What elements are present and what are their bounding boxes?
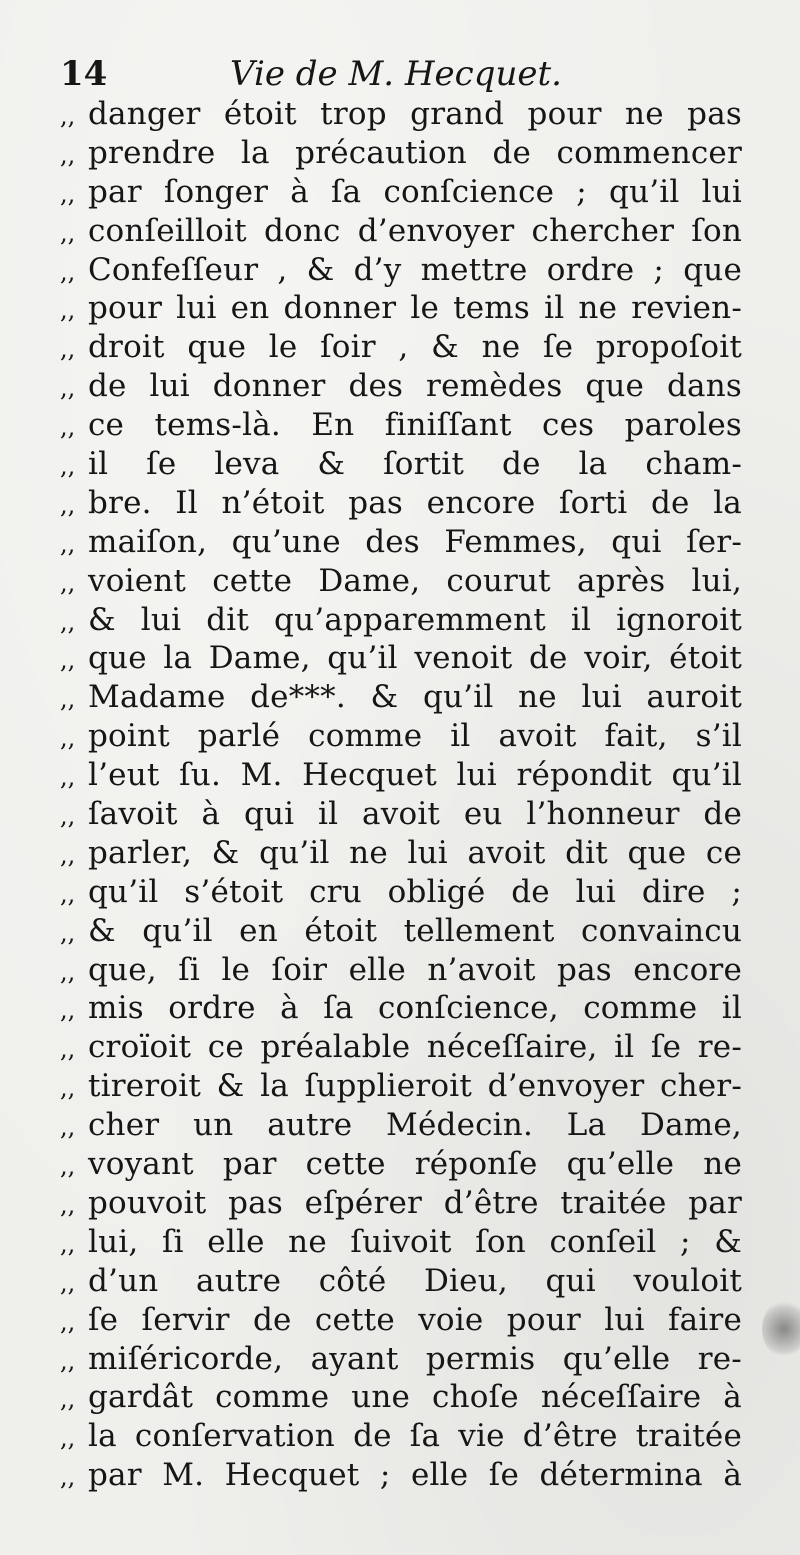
line-text: parler, & qu’il ne lui avoit dit que ce — [88, 834, 742, 871]
quote-marker: ,, — [60, 140, 76, 169]
line-text: mis ordre à ſa conſcience, comme il — [88, 990, 742, 1027]
line-text: il ſe leva & ſortit de la cham- — [88, 446, 742, 483]
line-text: voient cette Dame, courut après lui, — [88, 562, 742, 599]
line-text: ſavoit à qui il avoit eu l’honneur de — [88, 796, 742, 833]
quote-marker: ,, — [60, 685, 76, 714]
text-line — [60, 951, 742, 990]
text-line — [60, 989, 742, 1028]
text-line — [60, 717, 742, 756]
text-line — [60, 873, 742, 912]
page-number: 14 — [60, 54, 108, 94]
text-line — [60, 678, 742, 717]
quote-marker: ,, — [60, 218, 76, 247]
text-line — [60, 601, 742, 640]
text-line — [60, 1223, 742, 1262]
line-text: maiſon, qu’une des Femmes, qui ſer- — [88, 523, 742, 560]
text-line — [60, 406, 742, 445]
line-text: conſeilloit donc d’envoyer chercher ſon — [88, 212, 742, 249]
quote-marker: ,, — [60, 374, 76, 403]
line-text: que la Dame, qu’il venoit de voir, étoit — [88, 640, 742, 677]
line-text: point parlé comme il avoit fait, s’il — [88, 718, 742, 755]
line-text: Madame de***. & qu’il ne lui auroit — [88, 679, 742, 716]
text-line — [60, 639, 742, 678]
quote-marker: ,, — [60, 568, 76, 597]
quote-marker: ,, — [60, 840, 76, 869]
text-line — [60, 1378, 742, 1417]
text-line — [60, 251, 742, 290]
line-text: Confeſſeur , & d’y mettre ordre ; que — [88, 251, 742, 288]
quote-marker: ,, — [60, 1074, 76, 1103]
text-line — [60, 173, 742, 212]
line-text: gardât comme une choſe néceſſaire à — [88, 1379, 742, 1416]
quote-marker: ,, — [60, 879, 76, 908]
quote-marker: ,, — [60, 763, 76, 792]
text-line — [60, 95, 742, 134]
text-line — [60, 445, 742, 484]
text-line — [60, 1067, 742, 1106]
quote-marker: ,, — [60, 996, 76, 1025]
text-line — [60, 562, 742, 601]
text-line — [60, 1340, 742, 1379]
line-text: prendre la précaution de commencer — [88, 134, 742, 171]
quote-marker: ,, — [60, 1424, 76, 1453]
line-text: pouvoit pas eſpérer d’être traitée par — [88, 1184, 742, 1221]
line-text: par M. Hecquet ; elle ſe détermina à — [88, 1457, 742, 1494]
text-line — [60, 484, 742, 523]
body-text — [60, 95, 742, 1495]
quote-marker: ,, — [60, 1152, 76, 1181]
quote-marker: ,, — [60, 179, 76, 208]
quote-marker: ,, — [60, 1385, 76, 1414]
line-text: bre. Il n’étoit pas encore ſorti de la — [88, 484, 742, 521]
quote-marker: ,, — [60, 1463, 76, 1492]
line-text: cher un autre Médecin. La Dame, — [88, 1107, 742, 1144]
line-text: droit que le ſoir , & ne ſe propoſoit — [88, 329, 742, 366]
text-line — [60, 289, 742, 328]
text-line — [60, 795, 742, 834]
quote-marker: ,, — [60, 1229, 76, 1258]
quote-marker: ,, — [60, 646, 76, 675]
text-line — [60, 367, 742, 406]
line-text: lui, ſi elle ne ſuivoit ſon conſeil ; & — [88, 1223, 742, 1260]
text-line — [60, 1262, 742, 1301]
quote-marker: ,, — [60, 257, 76, 286]
quote-marker: ,, — [60, 452, 76, 481]
running-title: Vie de M. Hecquet. — [230, 54, 562, 94]
text-line — [60, 134, 742, 173]
quote-marker: ,, — [60, 102, 76, 130]
quote-marker: ,, — [60, 1268, 76, 1297]
text-line — [60, 756, 742, 795]
quote-marker: ,, — [60, 802, 76, 831]
quote-marker: ,, — [60, 724, 76, 753]
text-line — [60, 523, 742, 562]
text-line — [60, 1106, 742, 1145]
line-text: miſéricorde, ayant permis qu’elle re- — [88, 1340, 742, 1377]
line-text: croïoit ce préalable néceſſaire, il ſe re- — [88, 1029, 742, 1066]
quote-marker: ,, — [60, 529, 76, 558]
line-text: voyant par cette réponſe qu’elle ne — [88, 1146, 742, 1183]
line-text: & qu’il en étoit tellement convaincu — [88, 912, 742, 949]
line-text: d’un autre côté Dieu, qui vouloit — [88, 1262, 742, 1299]
text-line — [60, 1184, 742, 1223]
text-line — [60, 1417, 742, 1456]
ink-stain — [762, 1300, 800, 1358]
quote-marker: ,, — [60, 1190, 76, 1219]
line-text: danger étoit trop grand pour ne pas — [88, 96, 742, 132]
line-text: de lui donner des remèdes que dans — [88, 368, 742, 405]
text-line — [60, 328, 742, 367]
line-text: pour lui en donner le tems il ne revien- — [88, 290, 742, 327]
quote-marker: ,, — [60, 1346, 76, 1375]
text-line — [60, 912, 742, 951]
line-text: tireroit & la ſupplieroit d’envoyer cher- — [88, 1068, 742, 1105]
text-line — [60, 1145, 742, 1184]
line-text: & lui dit qu’apparemment il ignoroit — [88, 601, 742, 638]
line-text: par ſonger à ſa conſcience ; qu’il lui — [88, 173, 742, 210]
line-text: la conſervation de ſa vie d’être traitée — [88, 1418, 742, 1455]
quote-marker: ,, — [60, 413, 76, 442]
text-line — [60, 834, 742, 873]
text-line — [60, 212, 742, 251]
line-text: que, ſi le ſoir elle n’avoit pas encore — [88, 951, 742, 988]
quote-marker: ,, — [60, 1113, 76, 1142]
line-text: ſe ſervir de cette voie pour lui faire — [88, 1301, 742, 1338]
line-text: l’eut ſu. M. Hecquet lui répondit qu’il — [88, 757, 742, 794]
line-text: ce tems-là. En finiſſant ces paroles — [88, 407, 742, 444]
quote-marker: ,, — [60, 296, 76, 325]
quote-marker: ,, — [60, 918, 76, 947]
text-line — [60, 1456, 742, 1495]
quote-marker: ,, — [60, 1035, 76, 1064]
text-line — [60, 1028, 742, 1067]
quote-marker: ,, — [60, 1307, 76, 1336]
line-text: qu’il s’étoit cru obligé de lui dire ; — [88, 873, 742, 910]
text-line — [60, 1301, 742, 1340]
quote-marker: ,, — [60, 957, 76, 986]
quote-marker: ,, — [60, 490, 76, 519]
quote-marker: ,, — [60, 607, 76, 636]
page-header — [60, 52, 760, 96]
quote-marker: ,, — [60, 335, 76, 364]
